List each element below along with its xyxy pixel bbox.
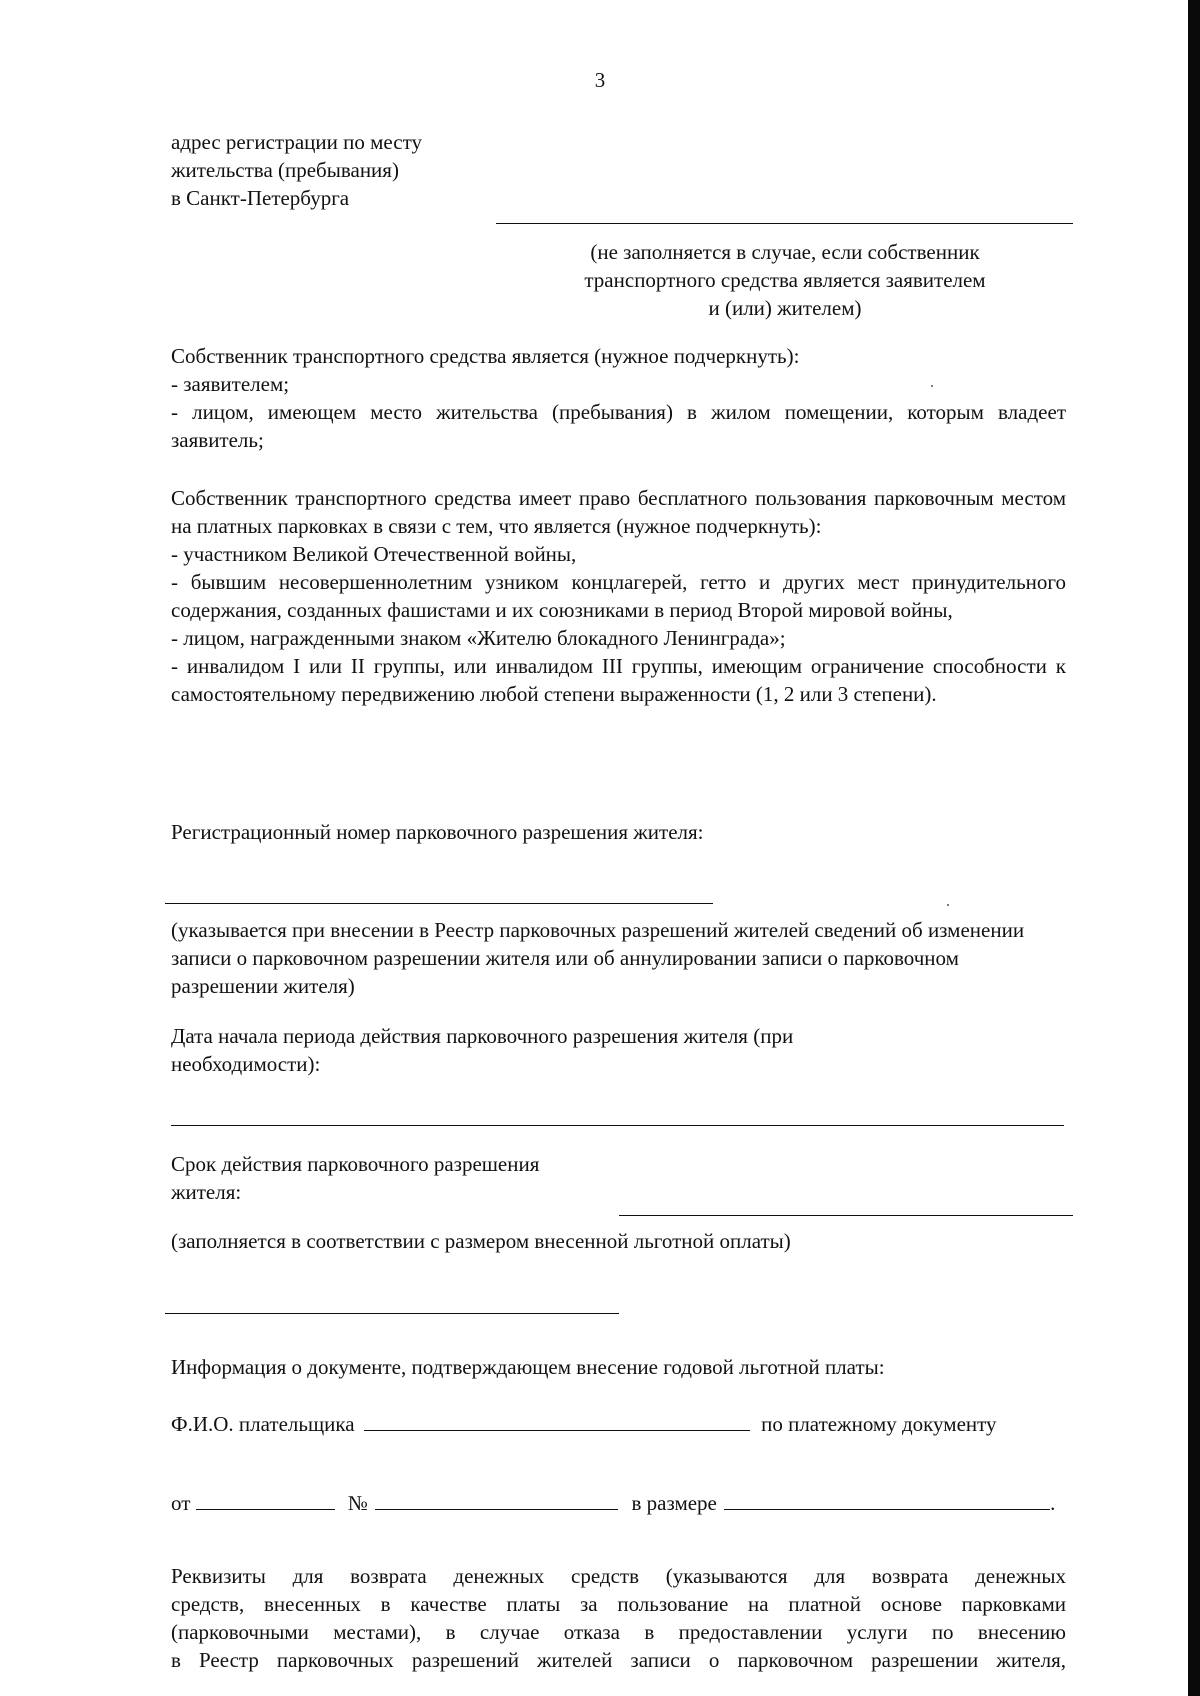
validity-label-line: жителя: (171, 1180, 242, 1204)
free-use-option: - лицом, награжденными знаком «Жителю блокадного Ленинграда»; (171, 626, 786, 650)
payment-number-field[interactable] (375, 1489, 618, 1510)
scan-speck (931, 385, 933, 387)
page-number: 3 (594, 68, 606, 92)
start-date-input-line[interactable] (171, 1125, 1064, 1126)
refund-section (171, 1562, 1066, 1674)
address-note-line: транспортного средства является заявителем (584, 268, 986, 292)
start-date-label: Дата начала периода действия парковочного разрешения жителя (при необходимости): (171, 1024, 794, 1076)
validity-note: (заполняется в соответствии с размером внесенной льготной оплаты) (171, 1229, 791, 1253)
validity-label (171, 1150, 631, 1206)
address-note-line: и (или) жителем) (708, 296, 862, 320)
owner-option: - заявителем; (171, 372, 290, 396)
end-mark: . (1050, 1491, 1056, 1515)
payer-suffix: по платежному документу (761, 1412, 997, 1436)
owner-option: - лицом, имеющем место жительства (пребывания) в жилом помещении, которым владеет заявитель; (171, 400, 1066, 452)
validity-input-line[interactable] (619, 1215, 1073, 1216)
payment-amount-field[interactable] (724, 1489, 1050, 1510)
refund-line: Реквизиты для возврата денежных средств (указываются для возврата денежных (171, 1564, 1066, 1588)
address-note-line: (не заполняется в случае, если собственник (590, 240, 980, 264)
registration-number-label: Регистрационный номер парковочного разрешения жителя: (171, 820, 704, 844)
payer-row (171, 1410, 1066, 1438)
address-input-line[interactable] (496, 223, 1073, 224)
address-block (171, 128, 591, 212)
free-use-intro: Собственник транспортного средства имеет право бесплатного пользования парковочным местом на платных парковках в связи с тем, что является (нужное подчеркнуть): (171, 486, 1066, 538)
address-note (505, 238, 1065, 322)
owner-section (171, 342, 1066, 454)
free-use-option: - участником Великой Отечественной войны, (171, 542, 577, 566)
number-label: № (347, 1491, 368, 1515)
address-line: адрес регистрации по месту (171, 130, 422, 154)
address-line: в Санкт-Петербурга (171, 186, 350, 210)
payment-doc-row (171, 1489, 1071, 1517)
validity-label-line: Срок действия парковочного разрешения (171, 1152, 540, 1176)
address-line: жительства (пребывания) (171, 158, 399, 182)
free-use-section (171, 484, 1066, 708)
amount-label: в размере (631, 1491, 717, 1515)
refund-line: средств, внесенных в качестве платы за пользование на платной основе парковками (171, 1592, 1066, 1616)
payment-info-heading: Информация о документе, подтверждающем внесение годовой льготной платы: (171, 1355, 885, 1379)
validity-extra-line[interactable] (165, 1313, 619, 1314)
free-use-option: - инвалидом I или II группы, или инвалидом III группы, имеющим ограничение способности к самостоятельному передвижению любой степени выраженности (1, 2 или 3 степени). (171, 654, 1066, 706)
payment-date-field[interactable] (196, 1489, 335, 1510)
payer-label: Ф.И.О. плательщика (171, 1412, 355, 1436)
owner-heading: Собственник транспортного средства является (нужное подчеркнуть): (171, 344, 800, 368)
registration-number-note: (указывается при внесении в Реестр парковочных разрешений жителей сведений об изменении записи о парковочном разрешении жителя или об аннулировании записи о парковочном разрешении жителя) (171, 918, 1025, 998)
date-label: от (171, 1491, 191, 1515)
refund-line: (парковочными местами), в случае отказа в предоставлении услуги по внесению (171, 1620, 1066, 1644)
scan-speck (947, 904, 949, 906)
free-use-option: - бывшим несовершеннолетним узником концлагерей, гетто и других мест принудительного содержания, созданных фашистами и их союзниками в период Второй мировой войны, (171, 570, 1066, 622)
registration-number-input-line[interactable] (165, 903, 713, 904)
refund-line: в Реестр парковочных разрешений жителей записи о парковочном разрешении жителя, (171, 1648, 1066, 1672)
payer-name-field[interactable] (364, 1410, 750, 1431)
scan-edge-bar (1188, 0, 1200, 1696)
